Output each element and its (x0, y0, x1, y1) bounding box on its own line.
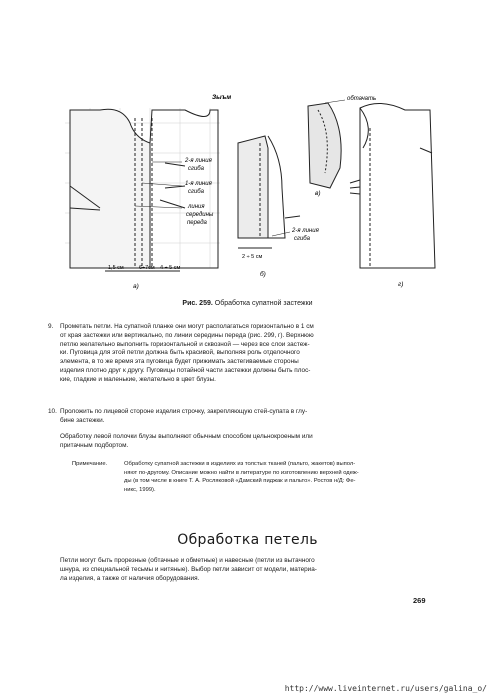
panel-b-pattern (238, 136, 300, 248)
text-line: никс, 1999). (124, 486, 156, 493)
text-line: петлю желательно выполнить горизонтальной и сквозной — через все слои застеж- (60, 340, 310, 348)
figure-259 (60, 88, 440, 298)
paragraph-loops (60, 557, 438, 583)
label-fold1-1: 1-я линия (185, 181, 212, 187)
figure-top-label: Зыъм (212, 94, 232, 101)
text-line: от края застежки или вертикально, по линии середины переда (рис. 299, г). Верхнюю (60, 331, 314, 339)
figure-caption (0, 300, 495, 307)
text-line: элемента, в то же время эта пуговица будет прижимать застегиваемые стороны (60, 358, 299, 366)
measure-1: 1,5 см (108, 265, 124, 271)
list-item-number: 10. (48, 408, 57, 415)
panel-g-pattern (350, 103, 435, 268)
measure-2: 6÷7см (139, 265, 155, 271)
text-line: Проложить по лицевой стороне изделия строчку, закрепляющую стей-супата в глу- (60, 408, 308, 415)
list-item-9 (48, 323, 438, 385)
label-obtachat: обтачать (347, 96, 377, 102)
watermark-url: http://www.liveinternet.ru/users/galina_o/ (284, 684, 487, 693)
text-line: кие, гладкие и маленькие, желательно в цвет блузы. (60, 375, 216, 383)
text-line: ки. Пуговица для этой петли должна быть красивой, выполняя роль отделочного (60, 349, 300, 357)
text-line: ды (в том числе в книге Т. А. Росляковой «Дамский пиджак и пальто». Ростов н/Д: Фе- (124, 478, 356, 484)
text-line: Прометать петли. На супатной планке они могут располагаться горизонтально в 1 см (60, 323, 314, 330)
list-item-number: 9. (48, 323, 54, 330)
page-number: 269 (413, 596, 426, 605)
text-line: Обработку супатной застежки в изделиях из толстых тканей (пальто, жакетов) выпол- (124, 461, 356, 467)
text-line: изделия плотно друг к другу. Пуговицы потайной части застежки должны быть плос- (60, 366, 311, 374)
text-line: Обработку левой полочки блузы выполняют обычным способом цельнокроеным или (60, 433, 313, 440)
panel-label-b: б) (260, 271, 266, 278)
text-line: притачным подбортом. (60, 441, 129, 449)
label-fold2-a2: сгиба (188, 166, 205, 172)
label-fold2-a1: 2-я линия (185, 158, 212, 164)
section-heading: Обработка петель (177, 532, 318, 548)
note-block (72, 460, 438, 500)
note-label: Примечание. (72, 461, 108, 467)
panel-label-g: г) (398, 281, 404, 288)
text-line: ла изделия, а также от наличия оборудования. (60, 574, 200, 582)
pattern-diagram (60, 88, 440, 298)
text-line: няют по-другому. Описание можно найти в литературе по изготовлению верхней одеж- (124, 469, 359, 476)
text-line: шнура, из специальной тесьмы и нитяные). Выбор петли зависит от модели, материа- (60, 565, 317, 573)
label-fold2-b2: сгиба (294, 236, 311, 242)
panel-label-a: а) (133, 283, 139, 290)
caption-number: Рис. 259. (182, 300, 213, 307)
measure-4: 2 ÷ 5 см (242, 254, 263, 260)
label-middle-2: середины (186, 212, 214, 218)
text-line: Петли могут быть прорезные (обтачные и обметные) и навесные (петли из вытачного (60, 557, 315, 564)
note-text (124, 460, 438, 494)
label-fold2-b1: 2-я линия (292, 228, 319, 234)
label-fold1-2: сгиба (188, 189, 205, 195)
measure-3: 4 ÷ 5 см (160, 265, 181, 271)
paragraph-left-shelf (60, 433, 438, 451)
caption-text: Обработка супатной застежки (212, 300, 313, 307)
panel-label-v: в) (315, 190, 321, 197)
label-middle-1: линия (188, 204, 205, 210)
list-item-10 (48, 408, 438, 426)
panel-v-pattern (308, 103, 341, 188)
text-line: бине застежки. (60, 416, 105, 424)
label-middle-3: переда (187, 220, 207, 226)
